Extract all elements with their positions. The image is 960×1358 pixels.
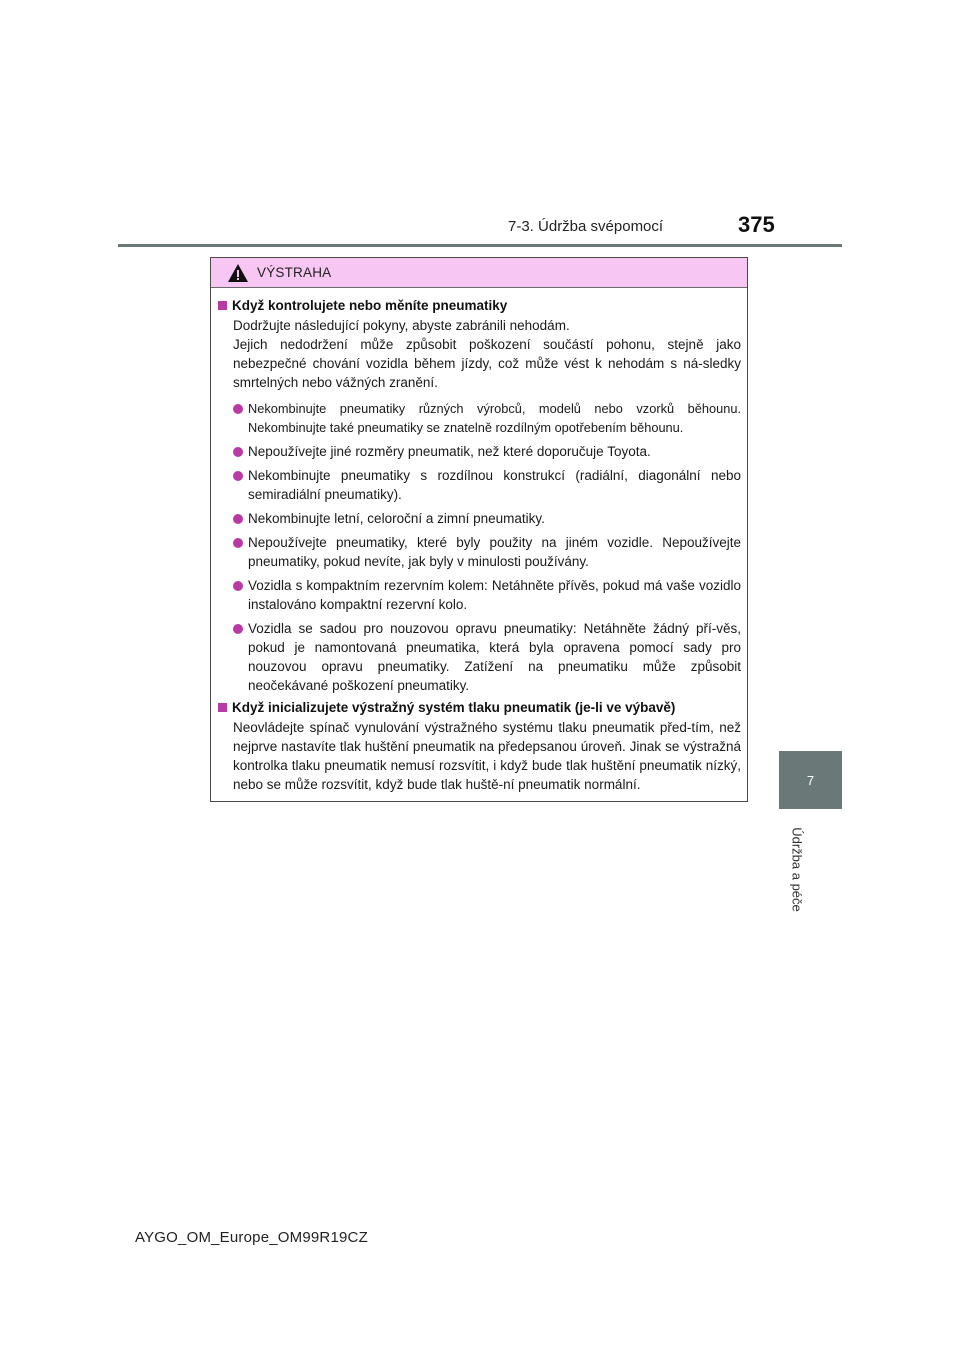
intro-text: Dodržujte následující pokyny, abyste zabránili nehodám. xyxy=(233,318,570,333)
subheading-text: Když inicializujete výstražný systém tlaku pneumatik (je-li ve výbavě) xyxy=(232,700,676,715)
header-rule xyxy=(118,244,842,247)
list-item xyxy=(233,442,741,461)
chapter-tab xyxy=(779,751,842,809)
circle-bullet-icon xyxy=(233,447,243,457)
circle-bullet-icon xyxy=(233,581,243,591)
list-item xyxy=(233,576,741,614)
list-item xyxy=(233,509,741,528)
list-item-text: Nekombinujte letní, celoroční a zimní pneumatiky. xyxy=(248,511,545,526)
list-item xyxy=(233,466,741,504)
warning-paragraph: Neovládejte spínač vynulování výstražného systému tlaku pneumatik před-tím, než nejprve nastavíte tlak huštění pneumatik na předepsanou úroveň. Jinak se výstražná kontrolka tlaku pneumatik nemusí rozsvítit, i když bude tlak huštění pneumatik nízký, nebo se může rozsvítit, když bude tlak huště-ní pneumatik normální. xyxy=(233,720,741,792)
list-item-text: Nepoužívejte pneumatiky, které byly použity na jiném vozidle. Nepoužívejte pneumatiky, pokud nevíte, jak byly v minulosti používány. xyxy=(248,535,741,569)
warning-body xyxy=(211,288,747,794)
list-item-text: Vozidla se sadou pro nouzovou opravu pneumatiky: Netáhněte žádný pří-věs, pokud je namontovaná pneumatika, která byla opravena pomocí sady pro nouzovou opravu pneumatiky. Zatížení na pneumatiku může způsobit neočekávané poškození pneumatiky. xyxy=(248,621,741,693)
warning-triangle-icon xyxy=(227,263,249,283)
list-item-text: Nepoužívejte jiné rozměry pneumatik, než které doporučuje Toyota. xyxy=(248,444,651,459)
circle-bullet-icon xyxy=(233,404,243,414)
circle-bullet-icon xyxy=(233,538,243,548)
circle-bullet-icon xyxy=(233,471,243,481)
warning-paragraph: Jejich nedodržení může způsobit poškození součástí pohonu, stejně jako nebezpečné chování vozidla během jízdy, což může vést k nehodám s ná-sledky smrtelných nebo vážných zranění. xyxy=(233,337,741,390)
document-code: AYGO_OM_Europe_OM99R19CZ xyxy=(135,1229,368,1246)
section-title: 7-3. Údržba svépomocí xyxy=(508,218,664,235)
list-item-text: Nekombinujte pneumatiky různých výrobců, modelů nebo vzorků běhounu. Nekombinujte také pneumatiky se znatelně rozdílným opotřebením běhounu. xyxy=(248,401,741,435)
warning-header xyxy=(211,258,747,288)
list-item-text: Vozidla s kompaktním rezervním kolem: Netáhněte přívěs, pokud má vaše vozidlo instalováno kompaktní rezervní kolo. xyxy=(248,578,741,612)
warning-box xyxy=(210,257,748,802)
chapter-number: 7 xyxy=(806,772,815,788)
list-item-text: Nekombinujte pneumatiky s rozdílnou konstrukcí (radiální, diagonální nebo semiradiální pneumatiky). xyxy=(248,468,741,502)
bullet-list xyxy=(217,399,741,695)
subheading-tire-check xyxy=(217,298,741,313)
chapter-side-label: Údržba a péče xyxy=(789,827,805,912)
list-item xyxy=(233,533,741,571)
page-number: 375 xyxy=(738,212,775,237)
circle-bullet-icon xyxy=(233,514,243,524)
square-bullet-icon xyxy=(218,301,227,310)
list-item xyxy=(233,619,741,695)
warning-title: VÝSTRAHA xyxy=(257,265,332,280)
list-item xyxy=(233,399,741,437)
circle-bullet-icon xyxy=(233,624,243,634)
subheading-tpms-init xyxy=(217,700,741,715)
square-bullet-icon xyxy=(218,703,227,712)
subheading-text: Když kontrolujete nebo měníte pneumatiky xyxy=(232,298,508,313)
